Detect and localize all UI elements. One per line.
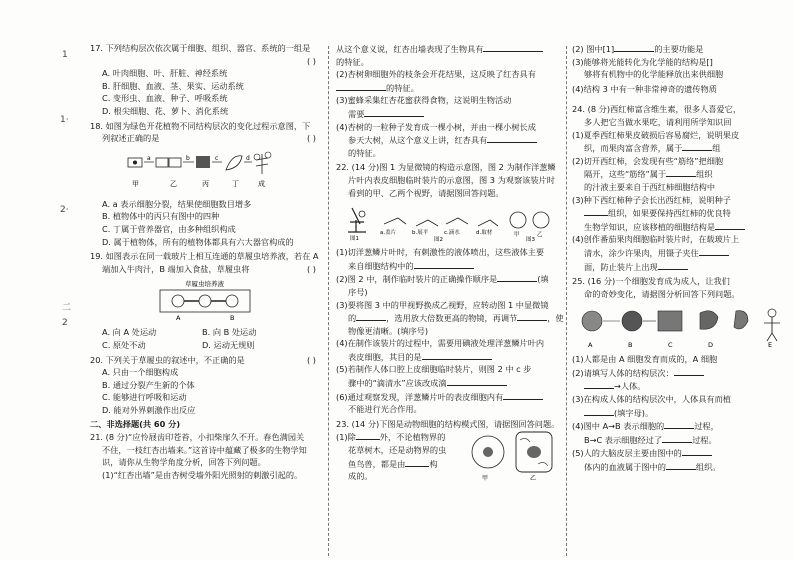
question-text: (1)夏季西红柿果皮破损后容易腐烂，说明果皮	[572, 129, 740, 140]
margin-char: 1	[62, 50, 68, 60]
question-text: 17. 下列结构层次依次属于细胞、组织、器官、系统的一组是	[90, 43, 311, 53]
label-e: E	[768, 341, 773, 350]
question-text: (2)切开西红柿，会发现有些“筋络”把细胞	[572, 155, 724, 166]
question-text: 鱼鸟兽，都是由	[348, 458, 406, 469]
question-text: (4)图中 A→B 表示细胞的	[572, 421, 665, 432]
margin-char: 2	[62, 318, 68, 328]
question-text: (5)若制作人体口腔上皮细胞临时装片，则图 2 中 c 步	[336, 364, 532, 375]
question-text: 的汁液主要来自于西红柿细胞结构中	[584, 181, 716, 192]
question-text: 骤中的“滴清水”应该改成滴	[348, 378, 447, 389]
question-text: 物像更清晰。(填序号)	[348, 325, 429, 336]
question-20: 20. 下列关于草履虫的叙述中，不正确的是	[90, 354, 245, 365]
answer-blank[interactable]	[487, 133, 537, 143]
fig-label: 图1	[350, 236, 359, 243]
figure-22-microscope	[336, 202, 562, 242]
answer-blank[interactable]	[682, 141, 712, 151]
question-text: 的特征。	[386, 82, 419, 93]
question-text: B→C 表示细胞经过了	[584, 434, 663, 445]
option-a: A. 只由一个细胞构成	[102, 367, 179, 378]
question-text: (3)蜜蜂采集红杏花蜜获得食物，这说明生物活动	[336, 95, 512, 106]
question-text: 花草树木，还是动物界的虫	[348, 445, 447, 456]
question-text: (1)“红杏出墙”是由杏树受墙外阳光照射的刺激引起的。	[102, 469, 303, 480]
option-c: C. 原处不动	[102, 339, 146, 350]
fig-label: 图3	[526, 237, 535, 243]
question-text: (3)在构成人体的结构层次中，人体具有而植	[572, 394, 731, 405]
answer-blank[interactable]	[658, 260, 688, 270]
option-c: C. 变形虫、血液、种子、呼吸系统	[102, 93, 228, 104]
question-text: 多人把它当做水果吃，请利用所学知识回	[584, 116, 732, 127]
question-text: 清水，涂少许果肉，用镊子夹住	[584, 247, 699, 258]
question-19: 19. 如图表示在同一载玻片上相互连通的草履虫培养液，若在 A	[90, 251, 319, 262]
label-c: C	[668, 341, 673, 350]
label-bing: 丙	[202, 179, 209, 188]
question-text: (3)种下西红柿种子会长出西红柿，说明种子	[572, 194, 731, 205]
label-jia: 甲	[482, 475, 489, 483]
option-d: D. 运动无规则	[202, 339, 255, 350]
answer-blank[interactable]	[682, 446, 712, 456]
question-text: (2)请填写人体的结构层次：	[572, 367, 674, 378]
answer-blank[interactable]	[662, 433, 692, 443]
answer-blank[interactable]	[674, 366, 704, 376]
cell-structure-diagram	[468, 426, 558, 482]
section-heading: 二、非选择题(共 60 分)	[90, 419, 181, 430]
question-text: →人体。	[614, 381, 646, 392]
binding-margin	[0, 0, 88, 561]
label-yi: 乙	[530, 475, 537, 483]
question-text: 的	[348, 313, 357, 324]
question-text: ，选用放大倍数更高的物镜，再调节	[386, 313, 518, 324]
answer-blank[interactable]	[699, 246, 729, 256]
question-text: 的主要功能是	[654, 44, 704, 54]
answer-paren: ( )	[307, 55, 316, 66]
question-text: 过程，	[694, 421, 719, 432]
question-text: (4)杏树的一粒种子发育成一棵小树，并由一棵小树长成	[336, 121, 536, 132]
question-22: 22. (14 分)图 1 为显微镜的构造示意图，图 2 为制作洋葱鳞	[336, 162, 556, 173]
question-text: 过程。	[692, 434, 717, 445]
arrow-a: a	[147, 154, 151, 162]
label-b: B	[628, 341, 633, 350]
column-left	[90, 42, 322, 481]
question-text: 列叙述正确的是	[102, 133, 160, 144]
figure-18-plant-levels	[90, 148, 322, 194]
label-d: D	[708, 341, 714, 350]
label-cheng: 成	[258, 179, 265, 188]
question-text: (1)人都是由 A 细胞发育而成的，A 细胞	[572, 354, 718, 365]
question-23: 23. (14 分)下图是动物细胞的结构模式图，请据图回答问题。	[336, 418, 560, 429]
label-a: A	[176, 314, 181, 323]
question-24: 24. (8 分)西红柿富含维生素，很多人喜爱它，	[572, 104, 742, 115]
question-text: 来自细胞结构中的	[348, 260, 414, 271]
answer-blank[interactable]	[666, 167, 696, 177]
answer-blank[interactable]	[356, 311, 386, 321]
question-text: (填	[537, 274, 549, 285]
label-a: A	[588, 341, 593, 350]
label-yi: 乙	[170, 179, 177, 188]
answer-blank[interactable]	[364, 107, 424, 117]
fig-label: a.盖片	[380, 230, 397, 237]
option-a: A. 向 A 处运动	[102, 327, 157, 338]
body-levels-diagram	[572, 303, 790, 349]
question-text: 组织。	[695, 462, 721, 473]
answer-blank[interactable]	[503, 390, 543, 400]
answer-paren: ( )	[307, 263, 316, 274]
answer-blank[interactable]	[336, 81, 386, 91]
question-text: (2) 图中[1]	[572, 44, 615, 54]
option-a: A. a 表示细胞分裂，结果使细胞数目增多	[102, 198, 252, 209]
column-divider	[328, 46, 329, 556]
question-text: 看到的甲、乙两个视野，请据图回答问题。	[348, 187, 504, 198]
margin-char: 二	[62, 303, 72, 313]
fig-label: d.取材	[476, 230, 493, 237]
question-text: 组织，如果要保持西红柿的优良特	[608, 208, 731, 219]
question-text: (2)图 2 中，制作临时装片的正确操作顺序是	[336, 274, 498, 285]
question-text: 端加入牛肉汁，B 端加入食盐，草履虫将	[102, 263, 250, 274]
question-text: 需要	[348, 108, 365, 119]
question-text: (1)除	[336, 432, 356, 443]
column-middle	[336, 42, 562, 484]
question-text: 序号)	[348, 286, 368, 297]
answer-blank[interactable]	[664, 419, 694, 429]
question-text: (6)通过观察发现，洋葱鳞片叶的表皮细胞内有	[336, 391, 504, 402]
slide-diagram	[90, 278, 322, 322]
answer-paren: ( )	[307, 133, 316, 144]
question-text: 外，不论植物界的	[379, 432, 446, 443]
question-text: (5)人的大脑皮层主要由图中的	[572, 448, 682, 459]
question-25: 25. (16 分)一个细胞发育成为成人，让我们	[572, 276, 730, 287]
fig-label: c.滴水	[444, 230, 460, 237]
question-text: 不住，一枝红杏出墙来。”这首诗中蕴藏了极多的生物学知	[102, 444, 307, 455]
microscope-diagram	[336, 202, 562, 242]
answer-blank[interactable]	[483, 42, 543, 52]
question-text: (4)在制作该装片的过程中，需要用碘液处理洋葱鳞片叶内	[336, 338, 545, 349]
question-text: 组织	[696, 169, 713, 180]
arrow-b: b	[186, 154, 190, 162]
question-text: 够将有机物中的化学能释放出来供细胞	[584, 69, 724, 80]
margin-char: 1·	[60, 115, 69, 125]
question-text: (3)能够将光能转化为化学能的结构是[	[572, 56, 710, 67]
question-text: (1)切洋葱鳞片叶时，有刺激性的液体喷出，这些液体主要	[336, 247, 545, 258]
answer-blank[interactable]	[584, 206, 608, 216]
option-b: B. 植物体中的丙只有图中的四种	[102, 211, 220, 222]
question-text: 的特征。	[336, 56, 369, 67]
plant-levels-diagram	[90, 148, 322, 194]
question-text: 不能进行光合作用。	[348, 404, 422, 415]
option-b: B. 通过分裂产生新的个体	[102, 379, 195, 390]
question-18: 18. 如图为绿色开花植物不同结构层次的变化过程示意图，下	[90, 120, 311, 131]
question-text: (4)创作番茄果肉细胞临时装片时，在载玻片上	[572, 234, 740, 245]
question-text: ，使	[547, 313, 564, 324]
answer-blank[interactable]	[447, 376, 507, 386]
column-divider	[566, 46, 567, 556]
question-text: (填字母)。	[614, 407, 654, 418]
arrow-d: d	[246, 154, 250, 162]
answer-blank[interactable]	[517, 311, 547, 321]
question-text: 体内的血液属于图中的	[584, 462, 666, 473]
figure-25-body-levels	[572, 303, 790, 349]
question-text: (3)要将图 3 中的甲视野换成乙视野，应转动图 1 中显微镜	[336, 299, 549, 310]
margin-char: 2·	[60, 205, 69, 215]
question-text: 参天大树，从这个意义上讲，红杏具有	[348, 135, 488, 146]
option-a: A. 叶肉细胞、叶、肝脏、神经系统	[102, 68, 228, 79]
question-text: 片叶内表皮细胞临时装片的示意图，图 3 为观察该装片时	[348, 174, 555, 185]
question-text: (2)杏树卵细胞外的枝条会开花结果，这反映了红杏具有	[336, 69, 536, 80]
answer-blank[interactable]	[584, 406, 614, 416]
option-c: C. 能够进行呼吸和运动	[102, 392, 187, 403]
answer-blank[interactable]	[356, 430, 380, 440]
option-d: D. 根尖细胞、花、萝卜、消化系统	[102, 105, 229, 116]
fig-label: 甲	[514, 232, 520, 239]
question-text: 构	[429, 458, 438, 469]
fig-label: b.展平	[412, 230, 429, 237]
question-text: 组	[712, 143, 721, 154]
question-text: 的特征。	[348, 147, 381, 158]
option-c: C. 丁属于营养器官，由多种组织构成	[102, 223, 236, 234]
question-text: 面，防止装片上出现	[584, 261, 658, 272]
answer-paren: ( )	[307, 354, 316, 365]
question-text: 识，请你从生物学角度分析，回答下列问题。	[102, 457, 266, 468]
option-b: B. 向 B 处运动	[202, 327, 257, 338]
fig-label: 图2	[434, 237, 443, 243]
question-text: 织，而果肉富含营养，属于	[584, 143, 683, 154]
answer-blank[interactable]	[422, 350, 492, 360]
question-17	[90, 42, 322, 55]
question-text: 隔开，这些“筋络”属于	[584, 169, 667, 180]
answer-blank[interactable]	[614, 42, 654, 52]
question-23-part1	[336, 430, 562, 484]
answer-blank[interactable]	[584, 379, 614, 389]
question-text: (4)结构 3 中有一种非常神奇的遗传物质	[572, 83, 717, 94]
option-b: B. 肝细胞、血液、茎、果实、运动系统	[102, 80, 244, 91]
answer-blank[interactable]	[414, 259, 474, 269]
column-right	[572, 42, 790, 474]
answer-blank[interactable]	[405, 457, 429, 467]
option-d: D. 属于植物体，所有的植物体都具有六大器官构成的	[102, 236, 294, 247]
fig-label: 乙	[537, 232, 543, 239]
label-jia: 甲	[132, 179, 139, 188]
question-text: 从这个意义说，红杏出墙表现了生物具有	[336, 44, 484, 54]
question-text: 命的奇妙变化，请据图分析回答下列问题。	[584, 288, 740, 299]
label-b: B	[230, 314, 235, 323]
figure-19-paramecium-slide	[90, 278, 322, 322]
question-text: 表皮细胞，其目的是	[348, 351, 422, 362]
label-ding: 丁	[232, 179, 239, 188]
question-21: 21. (8 分)“应怜屐齿印苍苔，小扣柴扉久不开。春色满园关	[90, 432, 305, 443]
option-d: D. 能对外界刺激作出反应	[102, 404, 196, 415]
arrow-c: c	[215, 154, 219, 162]
question-text: ]	[709, 56, 713, 67]
slide-title: 草履虫培养液	[185, 280, 224, 289]
answer-blank[interactable]	[666, 460, 696, 470]
answer-blank[interactable]	[497, 272, 537, 282]
answer-blank[interactable]	[715, 220, 745, 230]
question-text: 生物学知识，应该移植的细胞结构是	[584, 221, 716, 232]
question-text: 成的。	[348, 471, 373, 482]
